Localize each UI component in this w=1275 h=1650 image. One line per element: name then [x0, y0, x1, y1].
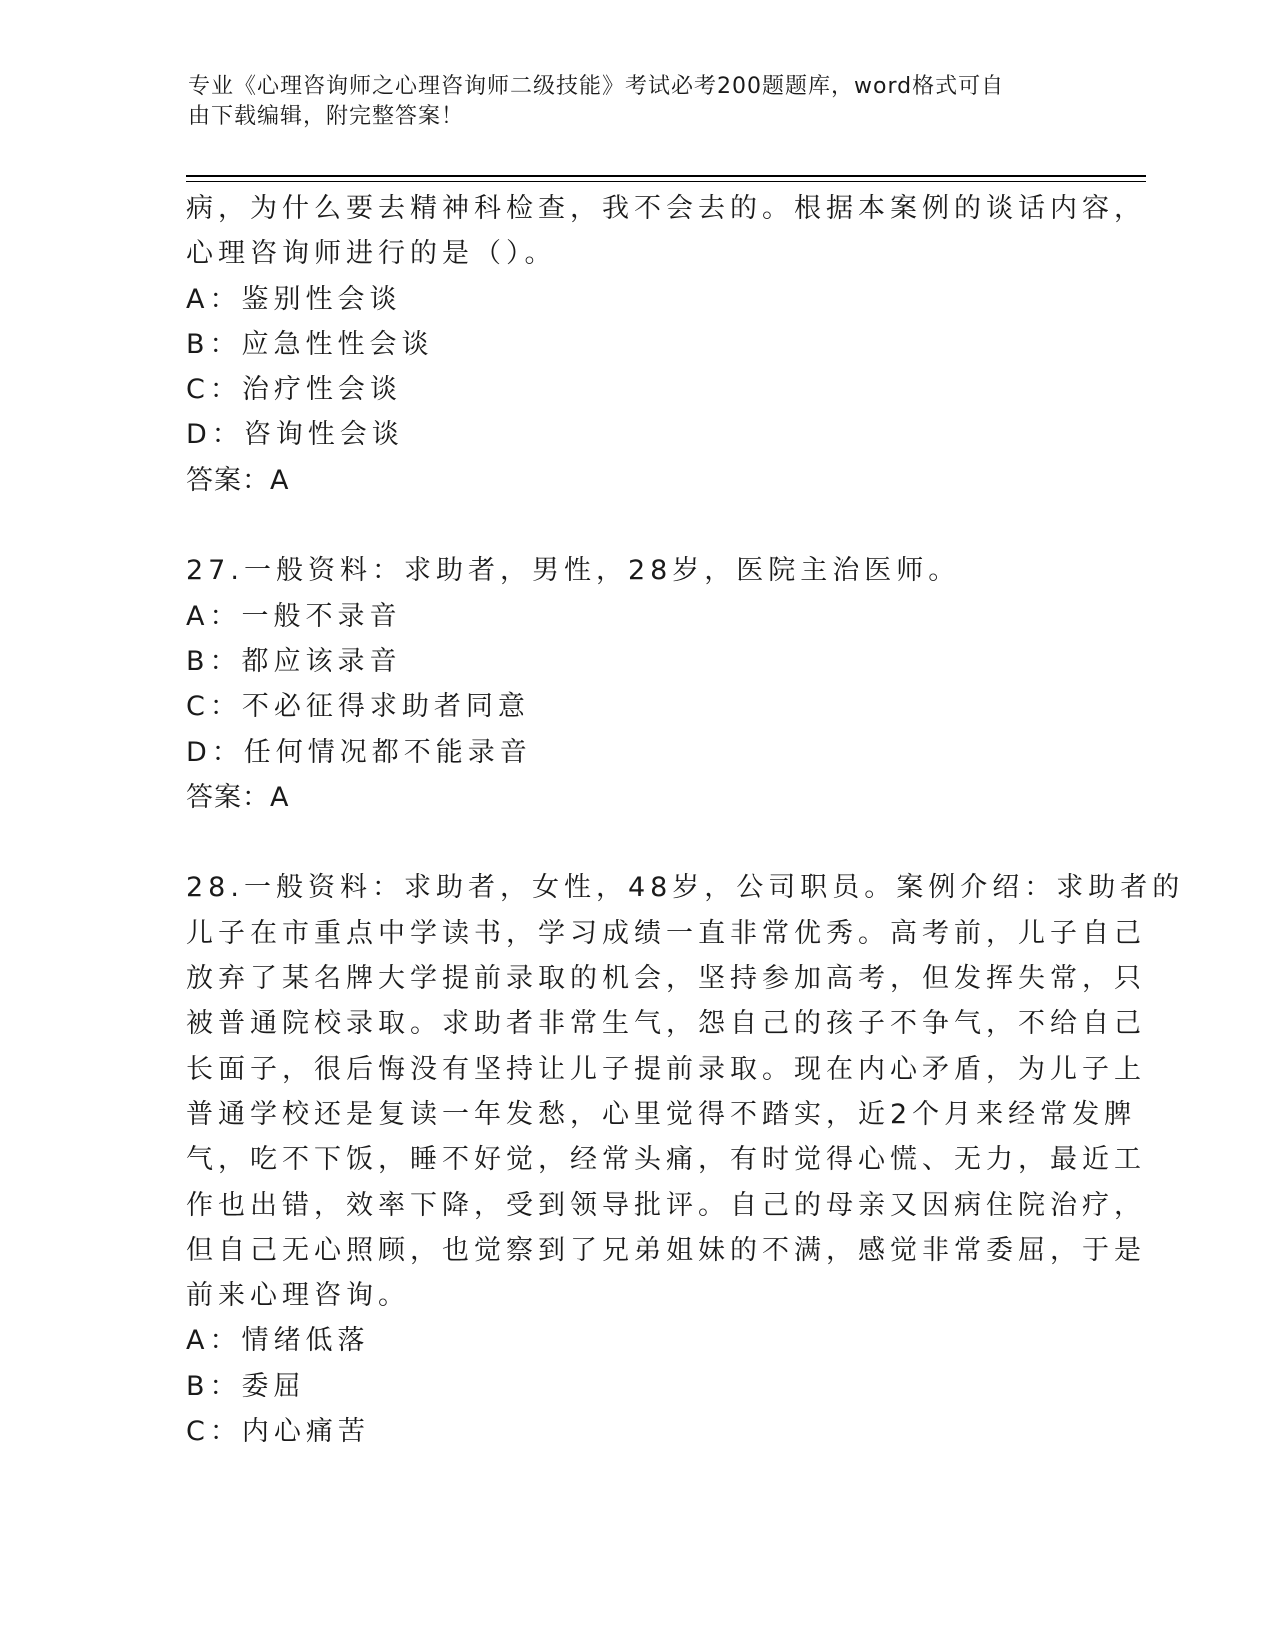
- question-stem-line: 被普通院校录取。求助者非常生气，怨自己的孩子不争气，不给自己: [186, 1008, 1146, 1040]
- option-a: A：情绪低落: [186, 1325, 370, 1357]
- question-stem-line: 放弃了某名牌大学提前录取的机会，坚持参加高考，但发挥失常，只: [186, 963, 1146, 995]
- question-stem-line: 心理咨询师进行的是（）。: [186, 238, 557, 270]
- question-stem-line: 但自己无心照顾，也觉察到了兄弟姐妹的不满，感觉非常委屈，于是: [186, 1234, 1146, 1266]
- header-line-2: 由下载编辑，附完整答案！: [188, 104, 465, 129]
- answer-line: 答案：A: [186, 464, 290, 496]
- option-d: D：任何情况都不能录音: [186, 736, 532, 768]
- option-a: A：一般不录音: [186, 600, 402, 632]
- question-stem-line: 长面子，很后悔没有坚持让儿子提前录取。现在内心矛盾，为儿子上: [186, 1053, 1146, 1085]
- header-divider-thin: [186, 181, 1146, 182]
- question-stem-line: 前来心理咨询。: [186, 1280, 410, 1312]
- option-a: A：鉴别性会谈: [186, 283, 402, 315]
- spacer: [186, 503, 1086, 548]
- option-b: B：都应该录音: [186, 645, 402, 677]
- question-28: [186, 865, 1185, 1454]
- option-d: D：咨询性会谈: [186, 419, 404, 451]
- option-c: C：内心痛苦: [186, 1416, 370, 1448]
- header-line-1: 专业《心理咨询师之心理咨询师二级技能》考试必考200题题库，word格式可自: [188, 74, 1005, 99]
- question-27: [186, 548, 1086, 820]
- question-stem-line: 普通学校还是复读一年发愁，心里觉得不踏实，近2个月来经常发脾: [186, 1098, 1137, 1130]
- header-divider-thick: [186, 175, 1146, 177]
- question-stem-line: 气，吃不下饭，睡不好觉，经常头痛，有时觉得心慌、无力，最近工: [186, 1144, 1146, 1176]
- question-stem-line: 儿子在市重点中学读书，学习成绩一直非常优秀。高考前，儿子自己: [186, 917, 1146, 949]
- question-stem: 27.一般资料：求助者，男性，28岁，医院主治医师。: [186, 555, 961, 587]
- option-b: B：委屈: [186, 1370, 306, 1402]
- document-header: [188, 72, 1068, 132]
- spacer: [186, 820, 1086, 865]
- document-body: [186, 186, 1185, 1454]
- question-stem-line: 作也出错，效率下降，受到领导批评。自己的母亲又因病住院治疗，: [186, 1189, 1146, 1221]
- option-c: C：治疗性会谈: [186, 374, 402, 406]
- option-c: C：不必征得求助者同意: [186, 691, 530, 723]
- question-stem-line: 28.一般资料：求助者，女性，48岁，公司职员。案例介绍：求助者的: [186, 872, 1185, 904]
- question-stem-line: 病，为什么要去精神科检查，我不会去的。根据本案例的谈话内容，: [186, 193, 1146, 224]
- answer-line: 答案：A: [186, 781, 290, 813]
- question-26: [186, 186, 1146, 503]
- option-b: B：应急性性会谈: [186, 328, 434, 360]
